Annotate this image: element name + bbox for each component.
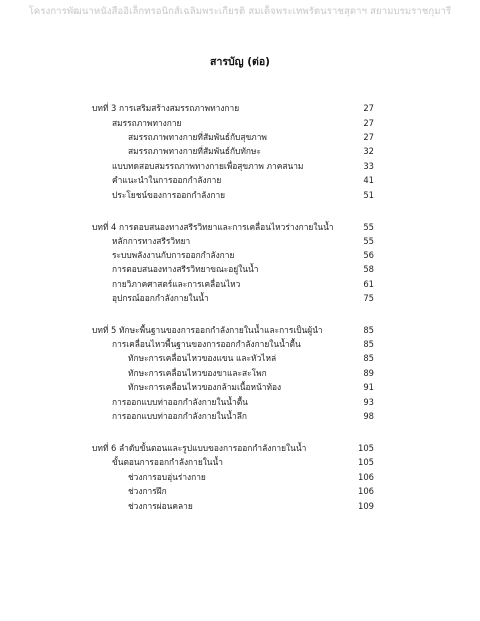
toc-entry-page: 75 [363, 293, 374, 303]
toc-entry-page: 61 [363, 279, 374, 289]
toc-entry-page: 85 [363, 353, 374, 363]
toc-entry-page: 27 [363, 103, 374, 113]
toc-entry-text: คำแนะนำในการออกกำลังกาย [112, 175, 222, 185]
toc-entry-text: สมรรถภาพทางกาย [112, 118, 182, 128]
toc-entry-page: 98 [363, 411, 374, 421]
toc-entry-text: กายวิภาคศาสตร์และการเคลื่อนไหว [112, 279, 241, 289]
toc-entry-text: การออกแบบท่าออกกำลังกายในน้ำตื้น [112, 397, 248, 407]
toc-entry-page: 27 [363, 132, 374, 142]
toc-entry-page: 85 [363, 325, 374, 335]
toc-entry-page: 32 [363, 146, 374, 156]
toc-entry-page: 58 [363, 264, 374, 274]
toc-entry-text: ทักษะการเคลื่อนไหวของขาและสะโพก [128, 368, 267, 378]
toc-entry-page: 106 [358, 472, 374, 482]
toc-entry-page: 93 [363, 397, 374, 407]
toc-entry-page: 33 [363, 161, 374, 171]
toc-entry-text: ขั้นตอนการออกกำลังกายในน้ำ [112, 457, 223, 467]
toc-entry-page: 91 [363, 382, 374, 392]
toc-entry-page: 85 [363, 339, 374, 349]
toc-entry-page: 105 [358, 457, 374, 467]
toc-entry-page: 55 [363, 222, 374, 232]
toc-entry-text: ประโยชน์ของการออกกำลังกาย [112, 190, 226, 200]
toc-entry-text: บทที่ 4 การตอบสนองทางสรีรวิทยาและการเคลื่อนไหวร่างกายในน้ำ [92, 222, 334, 232]
toc-entry-text: แบบทดสอบสมรรถภาพทางกายเพื่อสุขภาพ ภาคสนาม [112, 161, 304, 171]
toc-entry-text: ช่วงการผ่อนคลาย [128, 501, 193, 511]
page-title: สารบัญ (ต่อ) [210, 56, 270, 68]
header-watermark: โครงการพัฒนาหนังสืออิเล็กทรอนิกส์เฉลิมพระเกียรติ สมเด็จพระเทพรัตนราชสุดาฯ สยามบรมราชกุมารี [28, 6, 452, 17]
toc-entry-page: 51 [363, 190, 374, 200]
toc-entry-text: ช่วงการฝึก [128, 486, 167, 496]
toc-entry-text: ช่วงการอบอุ่นร่างกาย [128, 472, 206, 482]
toc-entry-text: ทักษะการเคลื่อนไหวของแขน และหัวไหล่ [128, 353, 277, 363]
toc-entry-page: 27 [363, 118, 374, 128]
toc-entry-page: 106 [358, 486, 374, 496]
toc-entry-text: บทที่ 3 การเสริมสร้างสมรรถภาพทางกาย [92, 103, 240, 113]
toc-entry-page: 41 [363, 175, 374, 185]
toc-entry-page: 105 [358, 443, 374, 453]
toc-entry-text: การออกแบบท่าออกกำลังกายในน้ำลึก [112, 411, 247, 421]
toc-entry-text: ระบบพลังงานกับการออกกำลังกาย [112, 250, 235, 260]
toc-entry-text: หลักการทางสรีรวิทยา [112, 236, 191, 246]
toc-entry-text: อุปกรณ์ออกกำลังกายในน้ำ [112, 293, 209, 303]
toc-entry-text: บทที่ 6 ลำดับขั้นตอนและรูปแบบของการออกกำลังกายในน้ำ [92, 443, 307, 453]
toc-entry-page: 55 [363, 236, 374, 246]
toc-entry-text: สมรรถภาพทางกายที่สัมพันธ์กับสุขภาพ [128, 132, 267, 142]
toc-entry-text: บทที่ 5 ทักษะพื้นฐานของการออกกำลังกายในน้ำและการเป็นผู้นำ [92, 325, 323, 335]
toc-entry-page: 56 [363, 250, 374, 260]
toc-entry-page: 109 [358, 501, 374, 511]
toc-entry-text: สมรรถภาพทางกายที่สัมพันธ์กับทักษะ [128, 146, 261, 156]
toc-entry-page: 89 [363, 368, 374, 378]
toc-entry-text: การเคลื่อนไหวพื้นฐานของการออกกำลังกายในน้ำตื้น [112, 339, 301, 349]
toc-entry-text: การตอบสนองทางสรีรวิทยาขณะอยู่ในน้ำ [112, 264, 259, 274]
toc-entry-text: ทักษะการเคลื่อนไหวของกล้ามเนื้อหน้าท้อง [128, 382, 282, 392]
